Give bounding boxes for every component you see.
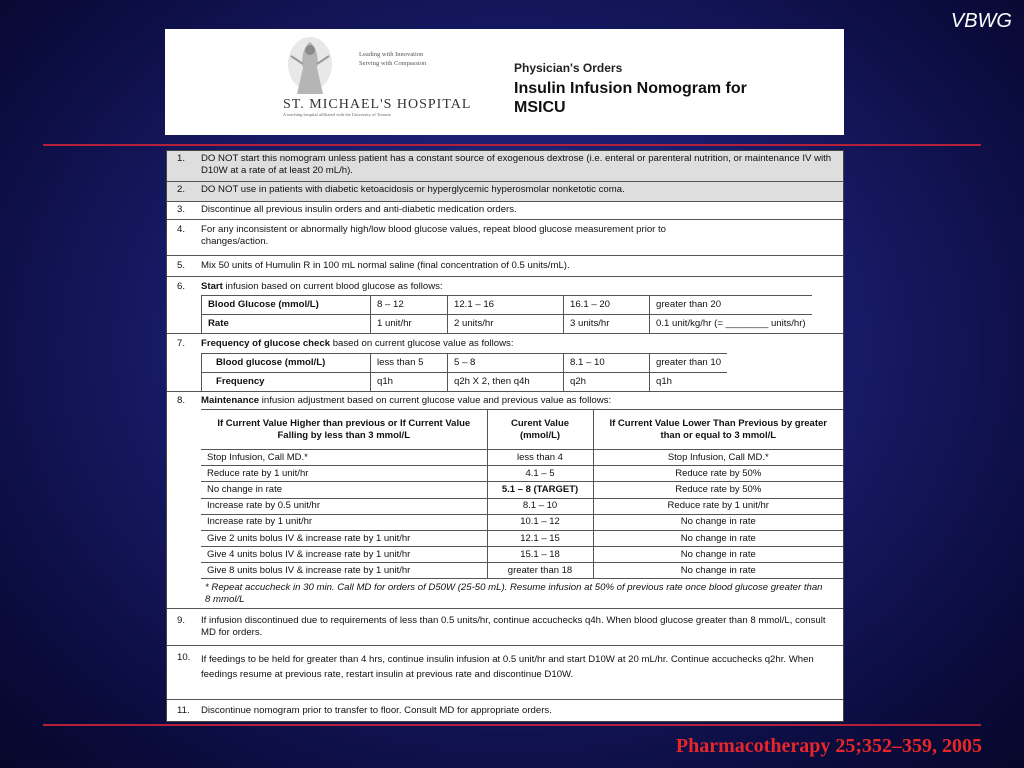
nomogram-document	[166, 150, 844, 722]
table-row: Stop Infusion, Call MD.* less than 4 Stop Infusion, Call MD.*	[201, 450, 843, 466]
corner-tag: VBWG	[950, 10, 1012, 32]
order-item-11: 11. Discontinue nomogram prior to transfer to floor. Consult MD for appropriate orders.	[177, 705, 552, 716]
order-item-1: 1. DO NOT start this nomogram unless patient has a constant source of exogenous dextrose (i.e. enteral or parenteral nutrition, or maintenance IV with D10W at a rate of at least 20 mL/h).	[167, 151, 843, 182]
divider-bottom	[43, 724, 981, 726]
table-row: Give 8 units bolus IV & increase rate by 1 unit/hr greater than 18 No change in rate	[201, 563, 843, 579]
order-item-4: 4. For any inconsistent or abnormally high/low blood glucose values, repeat blood glucose measurement prior to changes/action.	[167, 220, 843, 256]
hospital-subtitle: A teaching hospital affiliated with the University of Toronto	[283, 112, 391, 117]
order-item-9: 9. If infusion discontinued due to requirements of less than 0.5 units/hr, continue accuchecks q4h. When blood glucose greater than 8 mmol/L, consult MD for orders.	[167, 609, 843, 646]
hospital-tagline: Leading with Innovation Serving with Compassion	[359, 51, 427, 67]
start-rate-table: Blood Glucose (mmol/L) 8 – 12 12.1 – 16 16.1 – 20 greater than 20 Rate 1 unit/hr 2 units/hr 3 units/hr 0.1 unit/kg/hr (= ________ units/hr)	[201, 295, 812, 334]
glucose-frequency-table: Blood glucose (mmol/L) less than 5 5 – 8 8.1 – 10 greater than 10 Frequency q1h q2h X 2, then q4h q2h q1h	[201, 353, 727, 392]
order-item-2: 2. DO NOT use in patients with diabetic ketoacidosis or hyperglycemic hyperosmolar nonketotic coma.	[167, 182, 843, 202]
order-item-5: 5. Mix 50 units of Humulin R in 100 mL normal saline (final concentration of 0.5 units/mL).	[167, 256, 843, 277]
nomogram-title: Insulin Infusion Nomogram for MSICU	[514, 80, 747, 116]
order-item-3: 3. Discontinue all previous insulin orders and anti-diabetic medication orders.	[167, 202, 843, 220]
maintenance-footnote: * Repeat accucheck in 30 min. Call MD for orders of D50W (25-50 mL). Resume infusion at 50% of previous rate once blood glucose greater than 8 mmol/L	[201, 578, 843, 606]
citation: Pharmacotherapy 25;352–359, 2005	[675, 735, 982, 757]
table-row: Reduce rate by 1 unit/hr 4.1 – 5 Reduce rate by 50%	[201, 466, 843, 482]
table-row: Give 4 units bolus IV & increase rate by 1 unit/hr 15.1 – 18 No change in rate	[201, 547, 843, 563]
divider-top	[43, 144, 981, 146]
table-row: No change in rate 5.1 – 8 (TARGET) Reduce rate by 50%	[201, 482, 843, 498]
order-item-8: 8. Maintenance infusion adjustment based on current glucose value and previous value as follows: If Current Value Higher than previous or If Current Value Falling by less than 3 mmol/L Curent Value (mmol/L) If Current Value Lower Than Previous by greater than or equal to 3 mmol/L Stop Infusion, Call MD.* less than 4 Stop Infusion, Call MD.* Reduce rate by 1 unit/hr 4.1 – 5 Reduce rate by 50% No change in rate 5.1 – 8 (TARGET) Reduce rate by 50% Increase rate by 0.5 unit/hr 8.1 – 10 Reduce rate by 1 unit/hr Increase rate by 1 unit/hr 10.1 – 12 No change in rate Give 2 units bolus IV & increase rate by 1 unit/hr 12.1 – 15 No change in rate Give 4 units bolus IV & increase rate by 1 unit/hr 15.1 – 18 No change in rate Give 8 units bolus IV & increase rate by 1 unit/hr greater than 18 No change in rate * Repeat accucheck in 30 min. Call MD for orders of D50W (25-50 mL). Resume infusion at 50% of previous rate once blood glucose greater than 8 mmol/L	[167, 392, 843, 609]
hospital-name: ST. MICHAEL'S HOSPITAL	[283, 97, 472, 112]
table-row: Increase rate by 0.5 unit/hr 8.1 – 10 Reduce rate by 1 unit/hr	[201, 498, 843, 514]
order-item-10: 10. If feedings to be held for greater than 4 hrs, continue insulin infusion at 0.5 unit/hr and start D10W at 20 mL/hr. Continue accuchecks q2hr. When feedings resume at previous rate, restart insulin at previous rate and discontinue D10W.	[167, 646, 843, 700]
table-row: Increase rate by 1 unit/hr 10.1 – 12 No change in rate	[201, 514, 843, 530]
order-item-7: 7. Frequency of glucose check based on current glucose value as follows: Blood glucose (mmol/L) less than 5 5 – 8 8.1 – 10 greater than 10 Frequency q1h q2h X 2, then q4h q2h q1h	[167, 334, 843, 392]
orders-title: Physician's Orders	[514, 61, 623, 75]
document-header	[165, 29, 844, 135]
table-row: Give 2 units bolus IV & increase rate by 1 unit/hr 12.1 – 15 No change in rate	[201, 530, 843, 546]
maintenance-adjustment-table: If Current Value Higher than previous or If Current Value Falling by less than 3 mmol/L Curent Value (mmol/L) If Current Value Lower Than Previous by greater than or equal to 3 mmol/L Stop Infusion, Call MD.* less than 4 Stop Infusion, Call MD.* Reduce rate by 1 unit/hr 4.1 – 5 Reduce rate by 50% No change in rate 5.1 – 8 (TARGET) Reduce rate by 50% Increase rate by 0.5 unit/hr 8.1 – 10 Reduce rate by 1 unit/hr Increase rate by 1 unit/hr 10.1 – 12 No change in rate Give 2 units bolus IV & increase rate by 1 unit/hr 12.1 – 15 No change in rate Give 4 units bolus IV & increase rate by 1 unit/hr 15.1 – 18 No change in rate Give 8 units bolus IV & increase rate by 1 unit/hr greater than 18 No change in rate	[201, 409, 843, 579]
order-item-6: 6. Start infusion based on current blood glucose as follows: Blood Glucose (mmol/L) 8 – 12 12.1 – 16 16.1 – 20 greater than 20 Rate 1 unit/hr 2 units/hr 3 units/hr 0.1 unit/kg/hr (= ________ units/hr)	[167, 277, 843, 334]
